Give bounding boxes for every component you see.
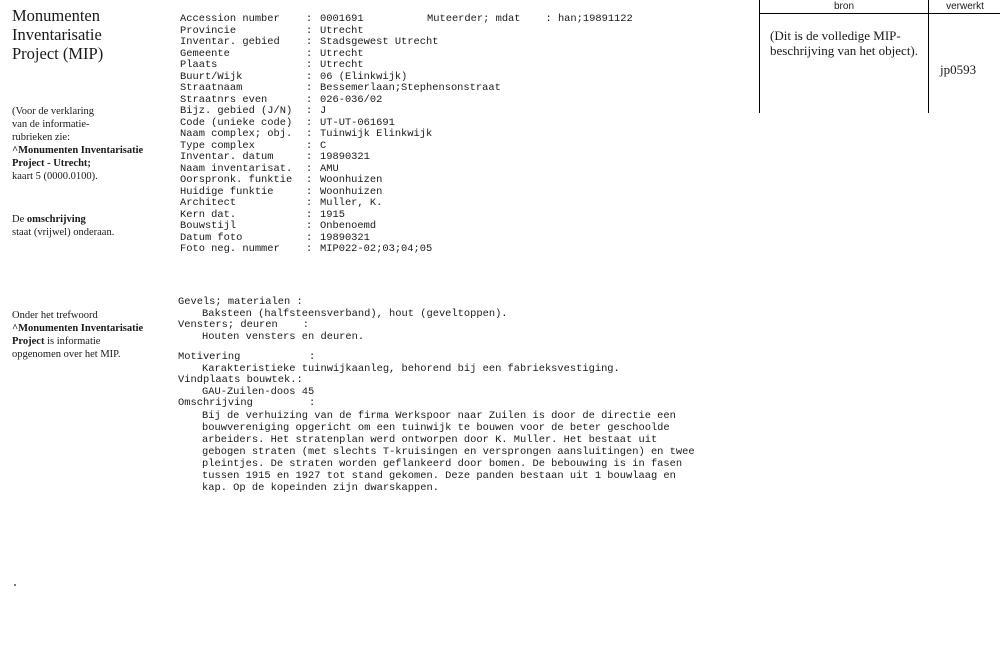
section-heading-motivering: Motivering : <box>178 351 316 363</box>
note-line: rubrieken zie: <box>12 132 71 143</box>
field-label: Inventar. gebied <box>180 36 280 48</box>
verwerkt-cell: jp0593 <box>940 62 977 77</box>
field-value: AMU <box>320 162 339 175</box>
note-line: staat (vrijwel) onderaan. <box>12 227 115 238</box>
field-value: 19890321 <box>320 151 370 163</box>
field-label: Foto neg. nummer <box>180 243 280 255</box>
field-separator: : <box>306 128 313 140</box>
section-heading-gevels: Gevels; materialen : <box>178 296 303 308</box>
note-keyword: Project <box>12 336 45 347</box>
field-separator: : <box>306 105 313 117</box>
column-divider <box>928 0 929 113</box>
field-row <box>180 37 760 49</box>
note-keyword: ^Monumenten Inventarisatie <box>12 323 144 334</box>
field-label: Oorspronk. funktie <box>180 174 293 186</box>
field-row <box>180 244 760 256</box>
field-row <box>180 49 760 61</box>
field-value: 1915 <box>320 208 345 221</box>
field-separator: : <box>306 197 313 209</box>
field-label: Straatnrs even <box>180 93 268 106</box>
note-line: kaart 5 (0000.0100). <box>12 171 98 182</box>
scan-speck <box>14 584 16 586</box>
field-row <box>180 187 760 199</box>
field-label: Inventar. datum <box>180 151 274 163</box>
field-value: Onbenoemd <box>320 220 377 232</box>
field-separator: : <box>306 93 313 106</box>
field-row <box>180 60 760 72</box>
field-value: MIP022-02;03;04;05 <box>320 243 433 255</box>
field-row <box>180 129 760 141</box>
field-row <box>180 198 760 210</box>
field-label: Buurt/Wijk <box>180 70 243 83</box>
field-separator: : <box>306 59 313 71</box>
field-value: Stadsgewest Utrecht <box>320 36 439 48</box>
field-separator: : <box>306 36 313 48</box>
field-row <box>180 221 760 233</box>
field-value: Muller, K. <box>320 197 383 209</box>
field-separator: : <box>306 208 313 221</box>
field-value: 19890321 <box>320 231 370 244</box>
section-heading-vindplaats: Vindplaats bouwtek.: <box>178 374 303 386</box>
field-separator: : <box>306 151 313 163</box>
field-value: Tuinwijk Elinkwijk <box>320 128 433 140</box>
document-title <box>12 6 162 63</box>
field-label: Code (unieke code) <box>180 116 293 129</box>
note-keyword: omschrijving <box>26 214 86 225</box>
field-label: Plaats <box>180 59 218 71</box>
field-label: Architect <box>180 197 237 209</box>
note-line: Onder het trefwoord <box>12 310 98 321</box>
column-header-verwerkt: verwerkt <box>946 1 984 12</box>
note-reference: Project - Utrecht; <box>12 158 91 169</box>
field-row <box>180 83 760 95</box>
field-row <box>180 210 760 222</box>
field-value: J <box>320 105 327 117</box>
field-row <box>180 152 760 164</box>
field-separator: : <box>306 243 313 255</box>
field-separator: : <box>306 24 313 37</box>
field-label: Gemeente <box>180 47 230 60</box>
record-fields <box>180 14 760 256</box>
field-value: Utrecht <box>320 47 364 60</box>
note-text: is informatie <box>44 336 101 347</box>
field-label: Naam complex; obj. <box>180 128 293 140</box>
column-header-bron: bron <box>833 1 854 12</box>
field-value: Utrecht <box>320 24 364 37</box>
field-label: Huidige funktie <box>180 185 274 198</box>
field-label: Accession number <box>180 13 280 25</box>
section-text-vensters: Houten vensters en deuren. <box>202 330 365 343</box>
field-value: 026-036/02 <box>320 93 383 106</box>
field-value: C <box>320 139 327 152</box>
field-value: UT-UT-061691 <box>320 116 395 129</box>
field-label: Naam inventarisat. <box>180 162 293 175</box>
field-value: Utrecht <box>320 59 364 71</box>
title-line: Project (MIP) <box>12 44 104 63</box>
keyword-note <box>12 309 172 361</box>
mutation-info: Muteerder; mdat : han;19891122 <box>427 13 633 25</box>
field-separator: : <box>306 116 313 129</box>
explanation-note <box>12 105 172 183</box>
field-row <box>180 106 760 118</box>
note-text: De <box>12 214 27 225</box>
field-value: Woonhuizen <box>320 174 383 186</box>
title-line: Monumenten <box>12 6 100 25</box>
field-value: Woonhuizen <box>320 185 383 198</box>
field-label: Datum foto <box>180 231 243 244</box>
field-label: Bijz. gebied (J/N) <box>180 105 293 117</box>
field-label: Kern dat. <box>180 208 237 221</box>
record-sections <box>178 297 738 494</box>
field-value: 06 (Elinkwijk) <box>320 70 408 83</box>
field-label: Straatnaam <box>180 82 243 94</box>
note-line: opgenomen over het MIP. <box>12 349 121 360</box>
table-header <box>760 0 1000 14</box>
section-heading-omschrijving: Omschrijving : <box>178 397 316 409</box>
field-label: Type complex <box>180 139 255 152</box>
section-text-motivering: Karakteristieke tuinwijkaanleg, behorend bij een fabrieksvestiging. <box>202 362 620 375</box>
note-line: van de informatie- <box>12 119 90 130</box>
field-label: Bouwstijl <box>180 220 237 232</box>
description-note <box>12 213 172 239</box>
field-separator: : <box>306 185 313 198</box>
field-separator: : <box>306 82 313 94</box>
source-table <box>759 0 1000 113</box>
field-value: Bessemerlaan;Stephensonstraat <box>320 82 501 94</box>
field-separator: : <box>306 162 313 175</box>
section-text-gevels: Baksteen (halfsteensverband), hout (geveltoppen). <box>202 307 508 320</box>
field-separator: : <box>306 139 313 152</box>
field-separator: : <box>306 70 313 83</box>
section-heading-vensters: Vensters; deuren : <box>178 319 309 331</box>
field-row <box>180 175 760 187</box>
title-line: Inventarisatie <box>12 25 102 44</box>
field-separator: : <box>306 47 313 60</box>
field-separator: : <box>306 174 313 186</box>
field-separator: : <box>306 220 313 232</box>
field-separator: : <box>306 13 313 25</box>
field-value: 0001691 <box>320 13 364 25</box>
field-label: Provincie <box>180 24 237 37</box>
section-text-vindplaats: GAU-Zuilen-doos 45 <box>202 385 315 398</box>
section-text-omschrijving: Bij de verhuizing van de firma Werkspoor naar Zuilen is door de directie een bouwvereniging opgericht om een tuinwijk te bouwen voor de beter geschoolde arbeiders. Het stratenplan werd ontworpen door K. Muller. Het bestaat uit gebogen straten (met slechts T-kruisingen en versprongen aansluitingen) en twee pleintjes. De straten worden geflankeerd door bomen. De bebouwing is in fasen tussen 1915 en 1927 tot stand gekomen. Deze panden bestaan uit 1 bouwlaag en kap. Op de kopeinden zijn dwarskappen. <box>202 409 695 494</box>
note-reference: ^Monumenten Inventarisatie <box>12 145 144 156</box>
bron-cell: (Dit is de volledige MIP-beschrijving van het object). <box>770 28 919 58</box>
field-separator: : <box>306 231 313 244</box>
note-line: (Voor de verklaring <box>12 106 95 117</box>
